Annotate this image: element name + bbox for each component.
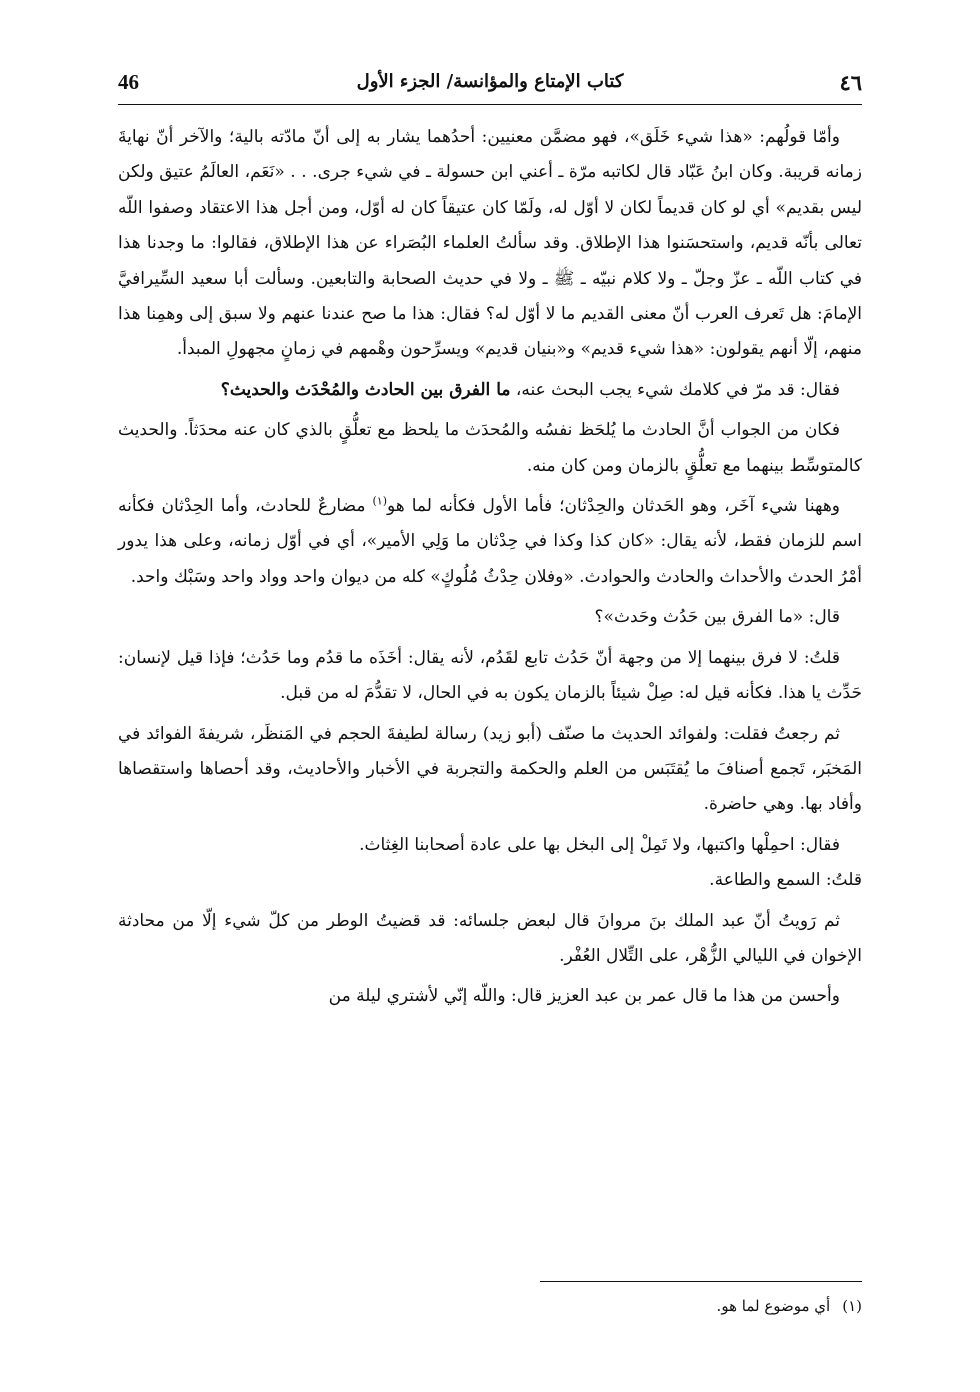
page-header [118,66,862,106]
paragraph-2-text: فقال: قد مرّ في كلامك شيء يجب البحث عنه، [515,379,840,400]
paragraph-9: قلتُ: السمع والطاعة. [709,870,862,891]
header-rule [118,104,862,105]
footnote [118,1292,862,1320]
paragraph-2-bold-question: ما الفرق بين الحادث والمُحْدَث والحديث؟ [220,379,511,400]
footnote-reference[interactable]: (١) [372,494,387,508]
paragraph-4 [118,489,862,595]
running-title: كتاب الإمتاع والمؤانسة/ الجزء الأول [356,71,624,92]
paragraph-4-text-end: مضارعٌ للحادث، وأما الحِدْثان فكأنه اسم للزمان فقط، لأنه يقال: «كان كذا وكذا في حِدْثان ما وَلِي الأمير»، أي في أوّل زمانه، وعلى هذا يدور أمْرُ الحدث والأحداث والحادث والحوادث. «وفلان حِدْثُ مُلُوكٍ» كله من ديوان واحد وواد واحد وسَبْك واحد. [118,496,862,587]
paragraph-8: فقال: احمِلْها واكتبها، ولا تَمِلْ إلى البخل بها على عادة أصحابنا الغِثاث. [359,834,840,855]
paragraph-4-text-start: وههنا شيء آخَر، وهو الحَدثان والحِدْثان؛ فأما الأول فكأنه لما هو [386,496,841,517]
page-number-latin: 46 [118,70,139,94]
paragraph-2 [118,373,862,408]
paragraph-5: قال: «ما الفرق بين حَدُث وحَدث»؟ [594,607,840,628]
paragraph-10: ثم رَويتُ أنّ عبد الملك بنَ مروانَ قال لبعض جلسائه: قد قضيتُ الوطر من كلّ شيء إلّا من محادثة الإخوان في الليالي الزُّهْر، على التِّلال العُفْر. [118,910,862,966]
footnote-rule [540,1281,862,1282]
footnote-text: أي موضوع لما هو. [716,1297,831,1315]
paragraph-6: قلتُ: لا فرق بينهما إلا من وجهة أنّ حَدُث تابع لقَدُم، لأنه يقال: أخَذَه ما قدُم وما حَدُث؛ فإذا قيل لإنسان: حَدِّث يا هذا. فكأنه قيل له: صِلْ شيئاً بالزمان يكون به في الحال، لا تقدُّمَ له من قبل. [118,647,862,704]
paragraph-3: فكان من الجواب أنَّ الحادث ما يُلحَظ نفسُه والمُحدَث ما يلحظ مع تعلُّقٍ بالذي كان عنه محدَثاً. والحديث كالمتوسِّط بينهما مع تعلُّقٍ بالزمان ومن كان منه. [118,420,862,476]
paragraph-7: ثم رجعتُ فقلت: ولفوائد الحديث ما صنّف (أبو زيد) رسالة لطيفةَ الحجم في المَنظَر، شريفةَ الفوائد في المَخبَر، تَجمع أصنافَ ما يُقتَبَس من العلم والحكمة والتجربة في الأخبار والأحاديث، وقد أحصاها واستقصاها وأفاد بها. وهي حاضرة. [118,723,862,815]
paragraph-1: وأمّا قولُهم: «هذا شيء خَلَق»، فهو مضمَّن معنيين: أحدُهما يشار به إلى أنّ مادّته بالية؛ والآخر أنّ نهايةَ زمانه قريبة. وكان ابنُ عَبّاد قال لكاتبه مرّة ـ أعني ابن حسولة ـ في شيء جرى. . . «نَعَم، العالَمُ عتيق ولكن ليس بقديم» أي لو كان قديماً لكان لا أوّل له، ولَمّا كان عتيقاً كان له أوّل، ومن أجل هذا الاعتقاد وصفوا اللّه تعالى بأنّه قديم، واستحسَنوا هذا الإطلاق. وقد سألتُ العلماء البُصَراء عن هذا الإطلاق، فقالوا: ما وجدنا هذا في كتاب اللّه ـ عزّ وجلّ ـ ولا كلام نبيّه ـ ﷺ ـ ولا في حديث الصحابة والتابعين. وسألت أبا سعيد السِّيرافيَّ الإمامَ: هل تَعرف العرب أنّ معنى القديم ما لا أوّل له؟ فقال: هذا ما صح عندنا عنهم ولا سبق إلى وهمِنا هذا منهم، إلّا أنهم يقولون: «هذا شيء قديم» و«بنيان قديم» ويسرِّحون وهْمهم في زمانٍ مجهولِ المبدأ. [118,127,862,360]
body-text [118,120,862,1015]
paragraph-11: وأحسن من هذا ما قال عمر بن عبد العزيز قال: واللّه إنّي لأشتري ليلة من [328,986,840,1007]
page-number-arabic: ٤٦ [839,70,862,95]
footnote-mark: (١) [842,1297,862,1315]
